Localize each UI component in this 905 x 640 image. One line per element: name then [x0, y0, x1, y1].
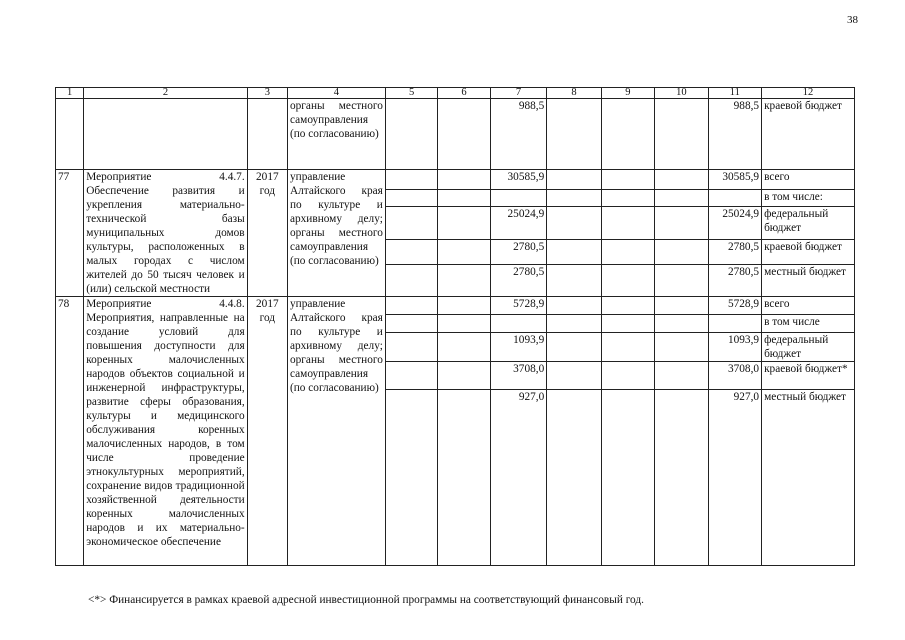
cell-empty	[547, 297, 601, 315]
cell-empty	[438, 362, 490, 390]
amount-cell: 1093,9	[490, 333, 546, 362]
table-row	[56, 170, 855, 190]
amount-cell: 927,0	[708, 390, 761, 566]
cell-empty	[385, 240, 437, 265]
cell-empty	[84, 99, 247, 170]
cell-empty	[547, 190, 601, 207]
amount-cell: 25024,9	[708, 207, 761, 240]
amount-cell: 5728,9	[490, 297, 546, 315]
cell-empty	[601, 190, 654, 207]
cell-empty	[547, 99, 601, 170]
cell-empty	[547, 333, 601, 362]
amount-cell: 927,0	[490, 390, 546, 566]
cell-empty	[655, 333, 708, 362]
source-cell: краевой бюджет*	[762, 362, 855, 390]
cell-empty	[438, 390, 490, 566]
column-header: 3	[247, 88, 287, 99]
executor-cell: управление Алтайского края по культуре и архивному делу; органы местного самоуправления (по согласованию)	[288, 297, 386, 566]
amount-cell	[708, 315, 761, 333]
cell-empty	[601, 265, 654, 297]
cell-empty	[438, 190, 490, 207]
amount-cell: 1093,9	[708, 333, 761, 362]
source-cell: в том числе	[762, 315, 855, 333]
cell-empty	[601, 297, 654, 315]
amount-cell: 25024,9	[490, 207, 546, 240]
cell-empty	[655, 297, 708, 315]
cell-empty	[655, 362, 708, 390]
cell-empty	[655, 240, 708, 265]
column-header: 4	[288, 88, 386, 99]
table-row	[56, 297, 855, 315]
page-number: 38	[847, 14, 858, 26]
amount-cell: 3708,0	[708, 362, 761, 390]
cell-empty	[547, 362, 601, 390]
cell-empty	[601, 170, 654, 190]
cell-empty	[385, 297, 437, 315]
source-cell: краевой бюджет	[762, 99, 855, 170]
amount-cell: 30585,9	[708, 170, 761, 190]
cell-empty	[601, 362, 654, 390]
executor-cell: управление Алтайского края по культуре и архивному делу; органы местного самоуправления (по согласованию)	[288, 170, 386, 297]
cell-empty	[547, 207, 601, 240]
source-cell: местный бюджет	[762, 390, 855, 566]
cell-empty	[601, 333, 654, 362]
cell-empty	[438, 333, 490, 362]
column-header: 6	[438, 88, 490, 99]
amount-cell: 2780,5	[708, 265, 761, 297]
amount-cell: 2780,5	[490, 265, 546, 297]
cell-empty	[247, 99, 287, 170]
measure-name: Мероприятие 4.4.8. Мероприятия, направленные на создание условий для повышения доступности для коренных малочисленных народов объектов социальной и инженерной инфраструктуры, развитие сферы образования, культуры и медицинского обслуживания коренных малочисленных народов, в том числе проведение этнокультурных мероприятий, сохранение видов традиционной хозяйственной деятельности коренных малочисленных народов и их материально-экономическое обеспечение	[84, 297, 247, 566]
budget-table	[55, 87, 855, 566]
cell-empty	[547, 240, 601, 265]
cell-empty	[438, 297, 490, 315]
column-header: 11	[708, 88, 761, 99]
cell-empty	[385, 265, 437, 297]
amount-cell: 988,5	[708, 99, 761, 170]
cell-empty	[655, 207, 708, 240]
cell-empty	[385, 362, 437, 390]
amount-cell: 2780,5	[708, 240, 761, 265]
year-cell: 2017 год	[247, 297, 287, 566]
cell-empty	[547, 170, 601, 190]
table-header-row	[56, 88, 855, 99]
cell-empty	[438, 170, 490, 190]
cell-empty	[547, 315, 601, 333]
cell-empty	[655, 99, 708, 170]
cell-empty	[601, 207, 654, 240]
year-cell: 2017 год	[247, 170, 287, 297]
source-cell: всего	[762, 297, 855, 315]
column-header: 1	[56, 88, 84, 99]
cell-empty	[601, 99, 654, 170]
row-number: 78	[56, 297, 84, 566]
cell-empty	[385, 207, 437, 240]
cell-empty	[547, 390, 601, 566]
column-header: 7	[490, 88, 546, 99]
cell-empty	[655, 190, 708, 207]
source-cell: в том числе:	[762, 190, 855, 207]
cell-empty	[601, 315, 654, 333]
cell-empty	[438, 99, 490, 170]
cell-empty	[438, 207, 490, 240]
amount-cell: 30585,9	[490, 170, 546, 190]
amount-cell	[708, 190, 761, 207]
source-cell: федеральный бюджет	[762, 207, 855, 240]
source-cell: краевой бюджет	[762, 240, 855, 265]
table-row	[56, 99, 855, 170]
cell-empty	[385, 170, 437, 190]
cell-empty	[438, 240, 490, 265]
source-cell: всего	[762, 170, 855, 190]
executor-cell: органы местного самоуправления (по согласованию)	[288, 99, 386, 170]
cell-empty	[655, 315, 708, 333]
row-number: 77	[56, 170, 84, 297]
column-header: 5	[385, 88, 437, 99]
cell-empty	[385, 390, 437, 566]
amount-cell: 988,5	[490, 99, 546, 170]
cell-empty	[655, 265, 708, 297]
cell-empty	[385, 315, 437, 333]
footnote: <*> Финансируется в рамках краевой адресной инвестиционной программы на соответствующий финансовый год.	[88, 594, 644, 606]
source-cell: местный бюджет	[762, 265, 855, 297]
amount-cell: 2780,5	[490, 240, 546, 265]
column-header: 8	[547, 88, 601, 99]
amount-cell: 5728,9	[708, 297, 761, 315]
cell-empty	[438, 265, 490, 297]
cell-empty	[56, 99, 84, 170]
cell-empty	[385, 99, 437, 170]
column-header: 12	[762, 88, 855, 99]
cell-empty	[655, 170, 708, 190]
cell-empty	[385, 333, 437, 362]
cell-empty	[601, 390, 654, 566]
cell-empty	[547, 265, 601, 297]
cell-empty	[385, 190, 437, 207]
cell-empty	[601, 240, 654, 265]
amount-cell	[490, 315, 546, 333]
cell-empty	[438, 315, 490, 333]
column-header: 10	[655, 88, 708, 99]
amount-cell: 3708,0	[490, 362, 546, 390]
source-cell: федеральный бюджет	[762, 333, 855, 362]
amount-cell	[490, 190, 546, 207]
column-header: 2	[84, 88, 247, 99]
cell-empty	[655, 390, 708, 566]
measure-name: Мероприятие 4.4.7. Обеспечение развития и укрепления материально-технической базы муниципальных домов культуры, расположенных в малых городах с числом жителей до 50 тысяч человек и (или) сельской местности	[84, 170, 247, 297]
column-header: 9	[601, 88, 654, 99]
